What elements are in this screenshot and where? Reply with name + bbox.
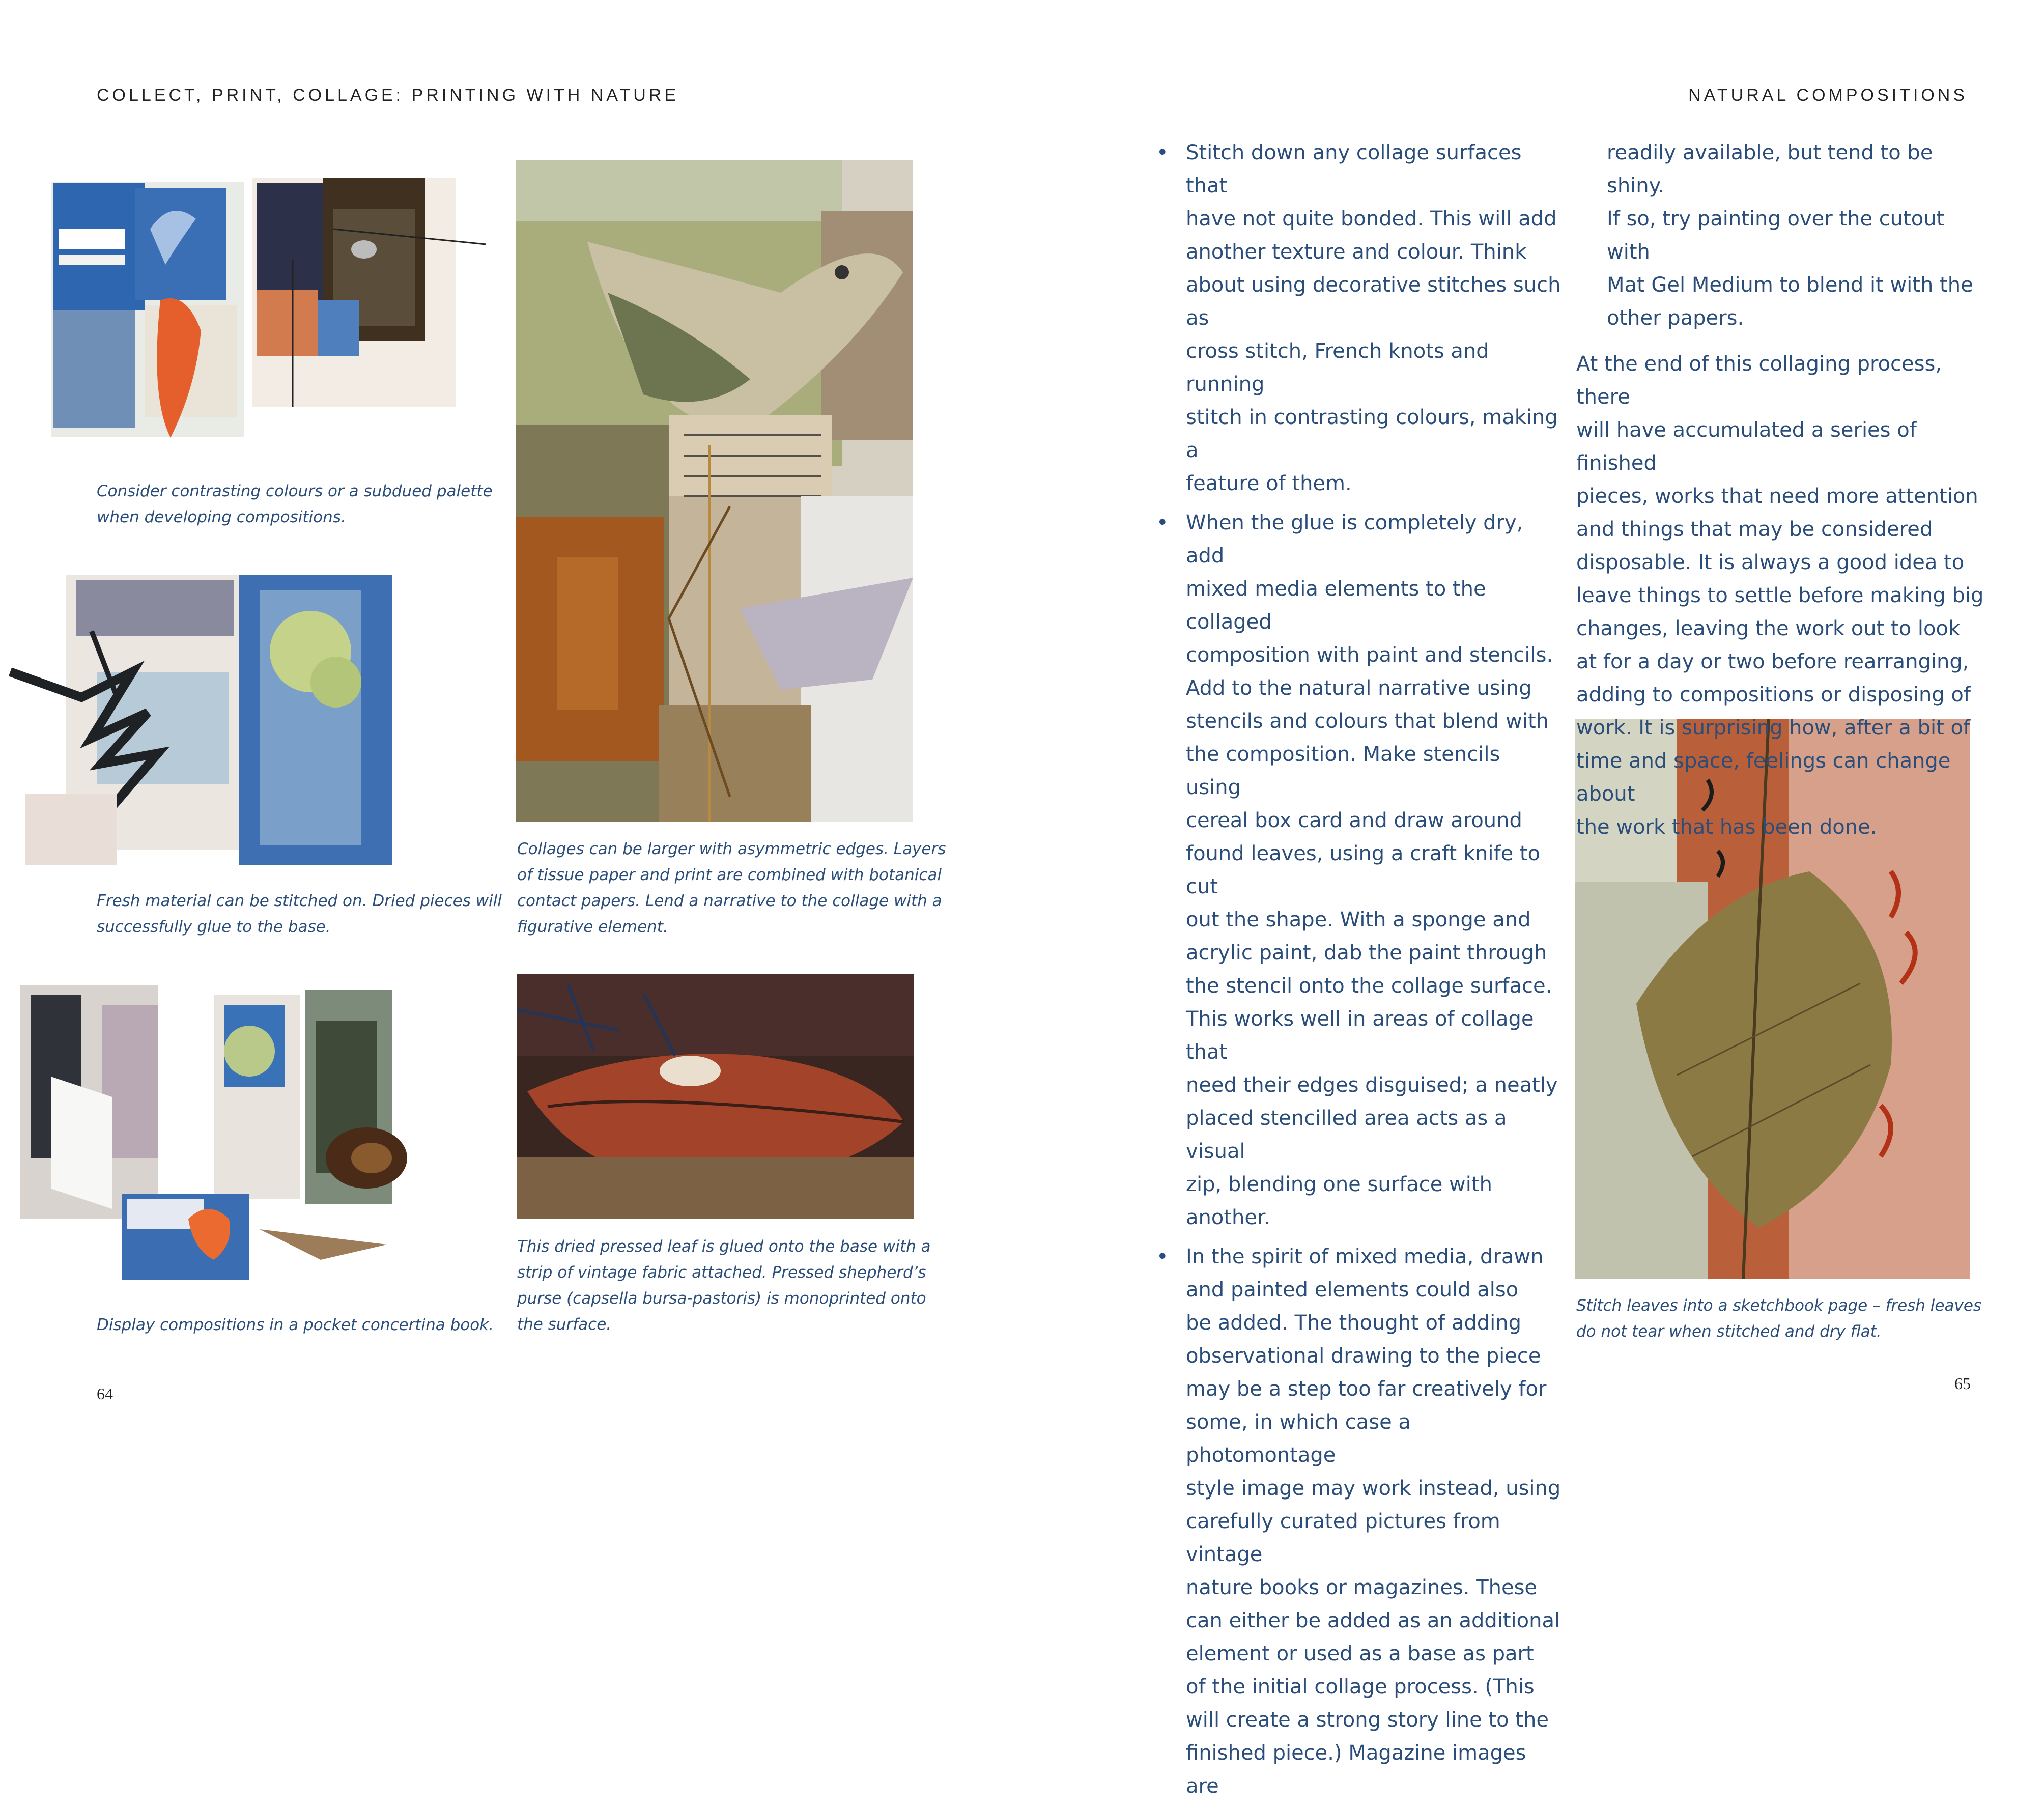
caption-line: Collages can be larger with asymmetric edges. Layers xyxy=(517,840,946,858)
body-line: work. It is surprising how, after a bit of xyxy=(1576,716,1971,740)
body-line: out the shape. With a sponge and xyxy=(1186,908,1531,931)
body-column-right xyxy=(1576,136,1994,844)
bullet-dot: • xyxy=(1156,1245,1169,1268)
body-line: some, in which case a photomontage xyxy=(1186,1410,1411,1467)
body-line: feature of them. xyxy=(1186,472,1352,495)
bullet-list xyxy=(1154,136,1562,1803)
body-line: mixed media elements to the collaged xyxy=(1186,577,1486,634)
body-line: be added. The thought of adding xyxy=(1186,1311,1521,1335)
body-line: zip, blending one surface with another. xyxy=(1186,1173,1492,1229)
caption-tag-collages xyxy=(97,478,493,530)
body-line: When the glue is completely dry, add xyxy=(1186,511,1523,568)
caption-line: the surface. xyxy=(517,1315,612,1334)
body-line: another texture and colour. Think xyxy=(1186,240,1527,264)
body-line: can either be added as an additional xyxy=(1186,1609,1560,1632)
bullet-item-drawn-elements xyxy=(1154,1240,1562,1803)
caption-line: purse (capsella bursa-pastoris) is monoprinted onto xyxy=(517,1289,926,1308)
body-line: time and space, feelings can change about xyxy=(1576,749,1951,806)
body-line: will have accumulated a series of finished xyxy=(1576,418,1917,475)
closing-paragraph xyxy=(1576,348,1994,844)
caption-line: Stitch leaves into a sketchbook page – fresh leaves xyxy=(1576,1296,1982,1315)
body-line: pieces, works that need more attention xyxy=(1576,485,1978,508)
page-number-left: 64 xyxy=(97,1384,113,1403)
caption-concertina-book xyxy=(97,1312,494,1338)
body-line: If so, try painting over the cutout with xyxy=(1607,207,1945,264)
photo-stitched-tags xyxy=(5,570,494,865)
body-line: cereal box card and draw around xyxy=(1186,809,1522,832)
body-line: and things that may be considered xyxy=(1576,518,1933,541)
caption-stitched-tags xyxy=(97,888,502,940)
body-line: style image may work instead, using xyxy=(1186,1477,1561,1500)
caption-line: do not tear when stitched and dry flat. xyxy=(1576,1322,1882,1341)
body-line: observational drawing to the piece xyxy=(1186,1344,1541,1368)
body-line: Mat Gel Medium to blend it with the xyxy=(1607,273,1973,297)
bullet-item-mixed-media xyxy=(1154,506,1562,1234)
body-column-left xyxy=(1154,136,1562,1809)
body-line: leave things to settle before making big xyxy=(1576,584,1984,607)
bullet-item-stitch xyxy=(1154,136,1562,500)
caption-line: of tissue paper and print are combined with botanical xyxy=(517,866,942,884)
body-line: about using decorative stitches such as xyxy=(1186,273,1561,330)
body-line: At the end of this collaging process, there xyxy=(1576,352,1942,409)
bullet-dot: • xyxy=(1156,511,1169,534)
page-number-right: 65 xyxy=(1954,1374,1971,1393)
photo-large-collage xyxy=(516,160,913,822)
caption-line: when developing compositions. xyxy=(97,508,346,526)
body-line: the stencil onto the collage surface. xyxy=(1186,974,1552,998)
body-line: cross stitch, French knots and running xyxy=(1186,340,1489,396)
bullet-dot: • xyxy=(1156,141,1169,164)
caption-line: Consider contrasting colours or a subdued palette xyxy=(97,482,493,500)
caption-sketchbook-leaf xyxy=(1576,1293,1981,1345)
body-line: readily available, but tend to be shiny. xyxy=(1607,141,1933,197)
body-line: and painted elements could also xyxy=(1186,1278,1519,1302)
body-line: In the spirit of mixed media, drawn xyxy=(1186,1245,1544,1268)
caption-line: Fresh material can be stitched on. Dried pieces will xyxy=(97,892,502,910)
photo-concertina-book xyxy=(0,975,494,1295)
body-line: found leaves, using a craft knife to cut xyxy=(1186,842,1541,898)
continuation-paragraph xyxy=(1576,136,1994,335)
body-line: disposable. It is always a good idea to xyxy=(1576,551,1965,574)
body-line: may be a step too far creatively for xyxy=(1186,1377,1547,1401)
body-line: at for a day or two before rearranging, xyxy=(1576,650,1969,673)
body-line: nature books or magazines. These xyxy=(1186,1576,1538,1599)
body-line: composition with paint and stencils. xyxy=(1186,643,1553,667)
caption-large-collage xyxy=(517,836,946,940)
running-head-right: NATURAL COMPOSITIONS xyxy=(1688,86,1968,105)
body-line: element or used as a base as part xyxy=(1186,1642,1534,1665)
body-line: Stitch down any collage surfaces that xyxy=(1186,141,1522,197)
photo-tag-collages xyxy=(48,168,496,453)
caption-line: contact papers. Lend a narrative to the collage with a xyxy=(517,892,942,910)
caption-line: successfully glue to the base. xyxy=(97,918,331,936)
body-line: stencils and colours that blend with xyxy=(1186,710,1549,733)
body-line: placed stencilled area acts as a visual xyxy=(1186,1107,1507,1163)
body-line: changes, leaving the work out to look xyxy=(1576,617,1961,640)
body-line: carefully curated pictures from vintage xyxy=(1186,1510,1500,1566)
body-line: of the initial collage process. (This xyxy=(1186,1675,1535,1699)
body-line: stitch in contrasting colours, making a xyxy=(1186,406,1558,462)
body-line: Add to the natural narrative using xyxy=(1186,676,1532,700)
caption-line: strip of vintage fabric attached. Pressed shepherd’s xyxy=(517,1263,926,1282)
body-line: other papers. xyxy=(1607,306,1744,330)
body-line: need their edges disguised; a neatly xyxy=(1186,1073,1558,1097)
running-head-left: COLLECT, PRINT, COLLAGE: PRINTING WITH NATURE xyxy=(97,86,679,105)
caption-line: Display compositions in a pocket concertina book. xyxy=(97,1316,494,1334)
caption-line: figurative element. xyxy=(517,918,668,936)
photo-pressed-leaf xyxy=(517,974,914,1219)
body-line: acrylic paint, dab the paint through xyxy=(1186,941,1547,965)
caption-line: This dried pressed leaf is glued onto the base with a xyxy=(517,1237,931,1256)
body-line: This works well in areas of collage that xyxy=(1186,1007,1534,1064)
body-line: the composition. Make stencils using xyxy=(1186,743,1500,799)
body-line: adding to compositions or disposing of xyxy=(1576,683,1971,706)
body-line: will create a strong story line to the xyxy=(1186,1708,1549,1732)
body-line: finished piece.) Magazine images are xyxy=(1186,1741,1526,1798)
body-line: have not quite bonded. This will add xyxy=(1186,207,1557,231)
body-line: the work that has been done. xyxy=(1576,815,1877,839)
caption-pressed-leaf xyxy=(517,1234,931,1338)
